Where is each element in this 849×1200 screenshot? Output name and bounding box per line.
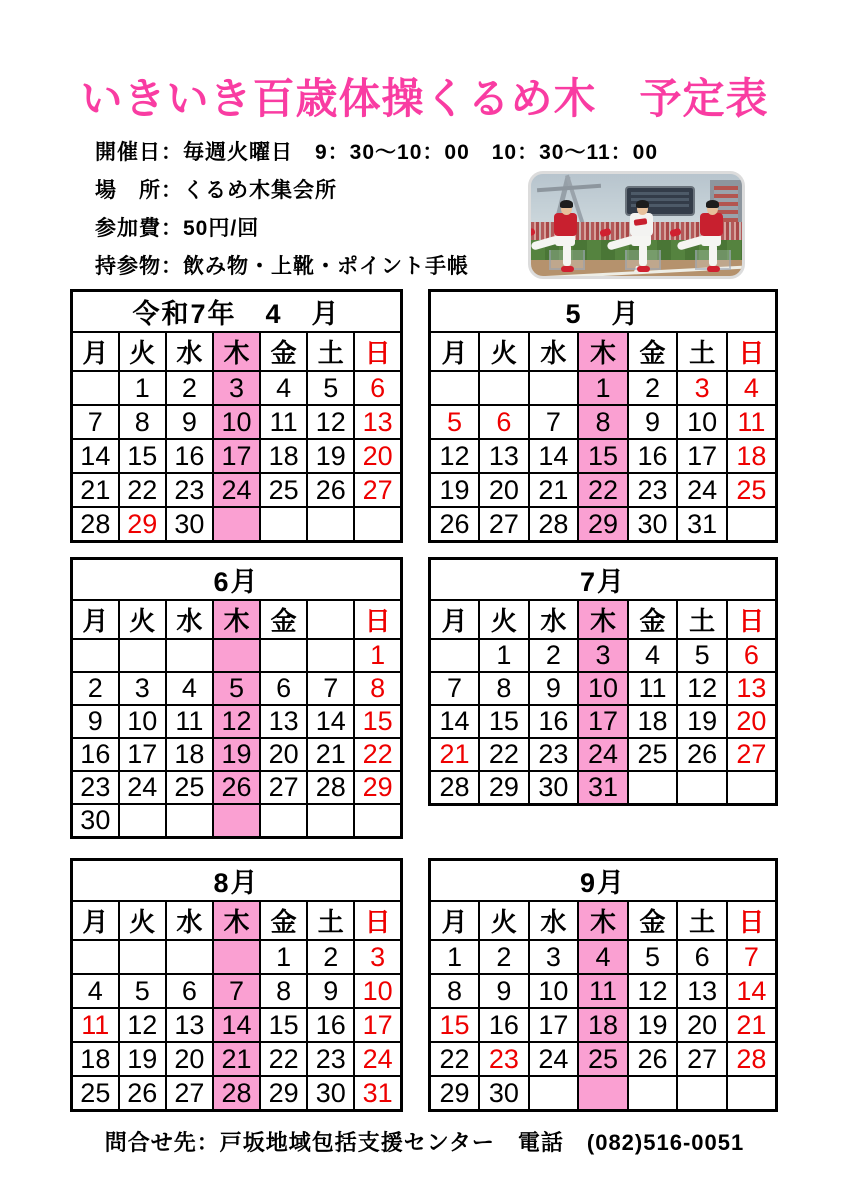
day-cell (260, 507, 307, 542)
page-title: いきいき百歳体操くるめ木 予定表 (80, 75, 769, 122)
day-cell: 4 (727, 371, 777, 405)
day-cell: 18 (628, 705, 678, 738)
day-cell: 15 (354, 705, 401, 738)
day-cell: 29 (119, 507, 166, 542)
day-cell: 27 (727, 738, 777, 771)
day-cell: 25 (166, 771, 213, 804)
day-cell: 9 (72, 705, 119, 738)
day-cell: 13 (166, 1008, 213, 1042)
day-cell: 31 (354, 1076, 401, 1111)
day-cell: 24 (677, 473, 727, 507)
day-cell (166, 639, 213, 672)
day-cell: 24 (213, 473, 260, 507)
day-cell: 14 (727, 974, 777, 1008)
day-cell: 24 (119, 771, 166, 804)
calendar-title: 8月 (72, 860, 402, 902)
day-cell: 9 (166, 405, 213, 439)
day-cell: 2 (166, 371, 213, 405)
day-header-1: 火 (119, 600, 166, 639)
player-figure (683, 200, 735, 272)
day-cell: 3 (354, 940, 401, 974)
day-cell: 6 (727, 639, 777, 672)
day-cell: 30 (166, 507, 213, 542)
day-cell: 31 (677, 507, 727, 542)
day-cell: 2 (307, 940, 354, 974)
day-cell: 1 (354, 639, 401, 672)
day-cell: 21 (213, 1042, 260, 1076)
day-cell: 2 (529, 639, 579, 672)
day-cell: 3 (529, 940, 579, 974)
day-header-2: 水 (529, 332, 579, 371)
day-cell: 17 (213, 439, 260, 473)
day-cell (677, 1076, 727, 1111)
day-cell: 14 (307, 705, 354, 738)
day-cell: 22 (354, 738, 401, 771)
day-cell: 26 (307, 473, 354, 507)
day-cell: 28 (430, 771, 480, 805)
day-cell (72, 639, 119, 672)
day-header-3: 木 (213, 332, 260, 371)
info-line-place: 場 所：くるめ木集会所 (95, 179, 337, 202)
calendar-title: 9月 (430, 860, 777, 902)
day-cell: 2 (628, 371, 678, 405)
day-cell: 22 (430, 1042, 480, 1076)
contact-footer: 問合せ先：戸坂地域包括支援センター 電話 (082)516-0051 (104, 1130, 745, 1155)
day-cell (213, 804, 260, 838)
day-cell: 1 (578, 371, 628, 405)
day-cell: 17 (529, 1008, 579, 1042)
day-cell: 21 (72, 473, 119, 507)
day-cell: 1 (479, 639, 529, 672)
day-cell: 10 (677, 405, 727, 439)
day-header-0: 月 (430, 600, 480, 639)
day-cell: 8 (260, 974, 307, 1008)
day-cell: 17 (354, 1008, 401, 1042)
day-cell: 22 (119, 473, 166, 507)
day-cell: 22 (578, 473, 628, 507)
day-cell: 16 (628, 439, 678, 473)
day-cell: 19 (628, 1008, 678, 1042)
day-header-5: 土 (307, 901, 354, 940)
day-cell: 18 (72, 1042, 119, 1076)
day-cell: 6 (479, 405, 529, 439)
day-cell: 18 (166, 738, 213, 771)
day-header-3: 木 (578, 600, 628, 639)
calendar-june (70, 557, 403, 839)
day-cell: 4 (72, 974, 119, 1008)
day-cell: 25 (578, 1042, 628, 1076)
day-cell: 13 (260, 705, 307, 738)
day-cell: 21 (727, 1008, 777, 1042)
day-header-0: 月 (72, 332, 119, 371)
day-cell: 12 (307, 405, 354, 439)
day-cell (213, 940, 260, 974)
day-cell: 11 (260, 405, 307, 439)
day-cell: 7 (213, 974, 260, 1008)
day-cell: 5 (430, 405, 480, 439)
day-cell: 6 (677, 940, 727, 974)
day-cell: 20 (677, 1008, 727, 1042)
day-cell (166, 804, 213, 838)
day-cell: 26 (628, 1042, 678, 1076)
day-header-5 (307, 600, 354, 639)
day-cell: 8 (430, 974, 480, 1008)
day-cell: 7 (307, 672, 354, 705)
day-header-4: 金 (260, 600, 307, 639)
day-cell: 14 (213, 1008, 260, 1042)
day-cell: 20 (260, 738, 307, 771)
day-cell: 9 (529, 672, 579, 705)
day-cell: 29 (354, 771, 401, 804)
day-cell: 6 (166, 974, 213, 1008)
day-cell: 8 (354, 672, 401, 705)
day-cell: 19 (677, 705, 727, 738)
day-cell: 27 (260, 771, 307, 804)
day-cell: 21 (307, 738, 354, 771)
day-header-0: 月 (430, 901, 480, 940)
day-cell: 30 (628, 507, 678, 542)
day-cell: 26 (430, 507, 480, 542)
day-cell: 9 (628, 405, 678, 439)
day-header-4: 金 (260, 901, 307, 940)
day-header-1: 火 (119, 332, 166, 371)
day-cell: 23 (529, 738, 579, 771)
day-header-2: 水 (166, 600, 213, 639)
day-cell (529, 1076, 579, 1111)
day-cell: 11 (628, 672, 678, 705)
day-cell: 24 (578, 738, 628, 771)
day-header-1: 火 (479, 901, 529, 940)
day-cell: 4 (628, 639, 678, 672)
day-cell (119, 639, 166, 672)
day-cell (260, 639, 307, 672)
day-cell (677, 771, 727, 805)
day-cell: 18 (260, 439, 307, 473)
day-cell: 28 (72, 507, 119, 542)
day-cell: 27 (479, 507, 529, 542)
info-line-fee: 参加費：50円/回 (95, 217, 260, 240)
day-cell (72, 940, 119, 974)
day-cell (430, 371, 480, 405)
day-cell: 13 (354, 405, 401, 439)
day-cell: 13 (727, 672, 777, 705)
day-cell: 12 (677, 672, 727, 705)
day-cell: 7 (727, 940, 777, 974)
day-cell: 23 (628, 473, 678, 507)
day-header-2: 水 (529, 901, 579, 940)
day-cell: 9 (307, 974, 354, 1008)
day-cell (119, 940, 166, 974)
day-header-6: 日 (727, 332, 777, 371)
day-cell (578, 1076, 628, 1111)
day-header-2: 水 (529, 600, 579, 639)
day-cell (354, 804, 401, 838)
day-header-0: 月 (72, 901, 119, 940)
day-cell: 20 (166, 1042, 213, 1076)
day-cell: 5 (307, 371, 354, 405)
day-cell (628, 1076, 678, 1111)
day-header-5: 土 (307, 332, 354, 371)
day-header-6: 日 (354, 600, 401, 639)
player-figure (613, 200, 665, 272)
day-cell: 11 (727, 405, 777, 439)
day-cell: 19 (430, 473, 480, 507)
info-line-schedule: 開催日：毎週火曜日 9：30～10：00 10：30～11：00 (95, 141, 659, 164)
day-cell: 6 (354, 371, 401, 405)
day-header-3: 木 (578, 901, 628, 940)
day-cell: 16 (72, 738, 119, 771)
day-cell: 3 (213, 371, 260, 405)
day-header-5: 土 (677, 600, 727, 639)
day-cell: 23 (166, 473, 213, 507)
day-header-5: 土 (677, 901, 727, 940)
day-cell: 26 (677, 738, 727, 771)
day-cell: 27 (354, 473, 401, 507)
day-cell: 17 (677, 439, 727, 473)
day-header-1: 火 (119, 901, 166, 940)
day-cell: 27 (677, 1042, 727, 1076)
day-cell: 13 (479, 439, 529, 473)
day-cell: 30 (479, 1076, 529, 1111)
day-header-4: 金 (260, 332, 307, 371)
calendar-september (428, 858, 778, 1112)
day-cell: 1 (430, 940, 480, 974)
day-cell: 25 (628, 738, 678, 771)
day-cell: 14 (430, 705, 480, 738)
day-cell: 17 (578, 705, 628, 738)
day-cell: 10 (529, 974, 579, 1008)
calendar-title: 7月 (430, 559, 777, 601)
day-cell: 26 (119, 1076, 166, 1111)
day-cell: 30 (72, 804, 119, 838)
day-cell: 16 (529, 705, 579, 738)
day-cell: 12 (430, 439, 480, 473)
day-cell: 24 (529, 1042, 579, 1076)
day-cell: 19 (119, 1042, 166, 1076)
day-cell: 15 (479, 705, 529, 738)
day-cell: 28 (307, 771, 354, 804)
day-cell: 3 (677, 371, 727, 405)
day-cell: 16 (479, 1008, 529, 1042)
calendar-april (70, 289, 403, 543)
day-cell (119, 804, 166, 838)
day-cell: 15 (578, 439, 628, 473)
day-header-2: 水 (166, 332, 213, 371)
day-cell: 17 (119, 738, 166, 771)
day-header-2: 水 (166, 901, 213, 940)
day-cell: 8 (119, 405, 166, 439)
day-cell: 12 (213, 705, 260, 738)
calendar-title: 5 月 (430, 291, 777, 333)
day-cell: 20 (354, 439, 401, 473)
calendar-august (70, 858, 403, 1112)
day-header-1: 火 (479, 600, 529, 639)
day-cell (72, 371, 119, 405)
calendar-title: 6月 (72, 559, 402, 601)
day-cell: 30 (307, 1076, 354, 1111)
day-cell: 11 (578, 974, 628, 1008)
day-cell (430, 639, 480, 672)
day-cell: 5 (213, 672, 260, 705)
day-cell: 27 (166, 1076, 213, 1111)
day-header-6: 日 (727, 901, 777, 940)
day-cell: 16 (166, 439, 213, 473)
day-cell: 25 (260, 473, 307, 507)
day-header-6: 日 (354, 901, 401, 940)
day-header-3: 木 (578, 332, 628, 371)
day-cell: 13 (677, 974, 727, 1008)
day-cell (628, 771, 678, 805)
day-cell: 18 (727, 439, 777, 473)
day-header-0: 月 (72, 600, 119, 639)
day-cell: 16 (307, 1008, 354, 1042)
day-cell (307, 804, 354, 838)
day-cell: 29 (260, 1076, 307, 1111)
day-cell: 12 (119, 1008, 166, 1042)
day-cell: 25 (72, 1076, 119, 1111)
day-cell: 18 (578, 1008, 628, 1042)
day-cell: 2 (72, 672, 119, 705)
day-cell: 11 (72, 1008, 119, 1042)
day-cell: 15 (430, 1008, 480, 1042)
day-cell: 7 (430, 672, 480, 705)
day-cell: 23 (479, 1042, 529, 1076)
day-header-4: 金 (628, 332, 678, 371)
day-cell (529, 371, 579, 405)
day-cell: 7 (72, 405, 119, 439)
day-cell: 5 (119, 974, 166, 1008)
day-cell: 31 (578, 771, 628, 805)
day-cell: 24 (354, 1042, 401, 1076)
day-cell (307, 507, 354, 542)
day-cell: 5 (628, 940, 678, 974)
day-cell: 4 (578, 940, 628, 974)
calendar-july (428, 557, 778, 806)
stadium-photo (528, 171, 745, 279)
day-cell (166, 940, 213, 974)
day-header-5: 土 (677, 332, 727, 371)
day-cell: 28 (529, 507, 579, 542)
day-cell (213, 507, 260, 542)
day-cell: 14 (72, 439, 119, 473)
day-cell: 19 (213, 738, 260, 771)
day-cell (354, 507, 401, 542)
day-cell: 8 (578, 405, 628, 439)
day-cell: 5 (677, 639, 727, 672)
day-cell (727, 1076, 777, 1111)
day-cell: 22 (260, 1042, 307, 1076)
day-header-4: 金 (628, 901, 678, 940)
day-cell (479, 371, 529, 405)
day-cell: 20 (727, 705, 777, 738)
day-cell: 28 (213, 1076, 260, 1111)
info-line-items: 持参物：飲み物・上靴・ポイント手帳 (95, 255, 469, 278)
day-cell (727, 507, 777, 542)
day-header-0: 月 (430, 332, 480, 371)
day-cell: 3 (578, 639, 628, 672)
day-cell: 20 (479, 473, 529, 507)
day-cell: 2 (479, 940, 529, 974)
day-cell: 1 (260, 940, 307, 974)
calendar-may (428, 289, 778, 543)
day-cell: 10 (119, 705, 166, 738)
day-cell: 11 (166, 705, 213, 738)
day-cell: 10 (578, 672, 628, 705)
day-cell: 29 (578, 507, 628, 542)
day-cell: 22 (479, 738, 529, 771)
day-header-1: 火 (479, 332, 529, 371)
day-cell: 8 (479, 672, 529, 705)
day-cell: 29 (430, 1076, 480, 1111)
day-cell (260, 804, 307, 838)
player-figure (537, 200, 589, 272)
day-cell: 12 (628, 974, 678, 1008)
day-cell: 14 (529, 439, 579, 473)
day-cell: 10 (354, 974, 401, 1008)
day-cell: 10 (213, 405, 260, 439)
day-cell (307, 639, 354, 672)
day-cell: 23 (72, 771, 119, 804)
day-cell: 15 (260, 1008, 307, 1042)
day-cell: 19 (307, 439, 354, 473)
day-cell: 9 (479, 974, 529, 1008)
day-cell: 4 (166, 672, 213, 705)
day-header-6: 日 (727, 600, 777, 639)
day-cell: 7 (529, 405, 579, 439)
day-header-3: 木 (213, 600, 260, 639)
day-header-4: 金 (628, 600, 678, 639)
day-cell: 21 (430, 738, 480, 771)
day-cell: 6 (260, 672, 307, 705)
day-header-6: 日 (354, 332, 401, 371)
day-cell: 28 (727, 1042, 777, 1076)
day-cell: 3 (119, 672, 166, 705)
day-cell: 21 (529, 473, 579, 507)
day-cell: 30 (529, 771, 579, 805)
day-cell: 1 (119, 371, 166, 405)
day-cell: 29 (479, 771, 529, 805)
day-cell: 26 (213, 771, 260, 804)
day-header-3: 木 (213, 901, 260, 940)
day-cell (727, 771, 777, 805)
day-cell: 25 (727, 473, 777, 507)
day-cell: 15 (119, 439, 166, 473)
day-cell: 4 (260, 371, 307, 405)
calendar-title: 令和7年 4 月 (72, 291, 402, 333)
day-cell: 23 (307, 1042, 354, 1076)
day-cell (213, 639, 260, 672)
